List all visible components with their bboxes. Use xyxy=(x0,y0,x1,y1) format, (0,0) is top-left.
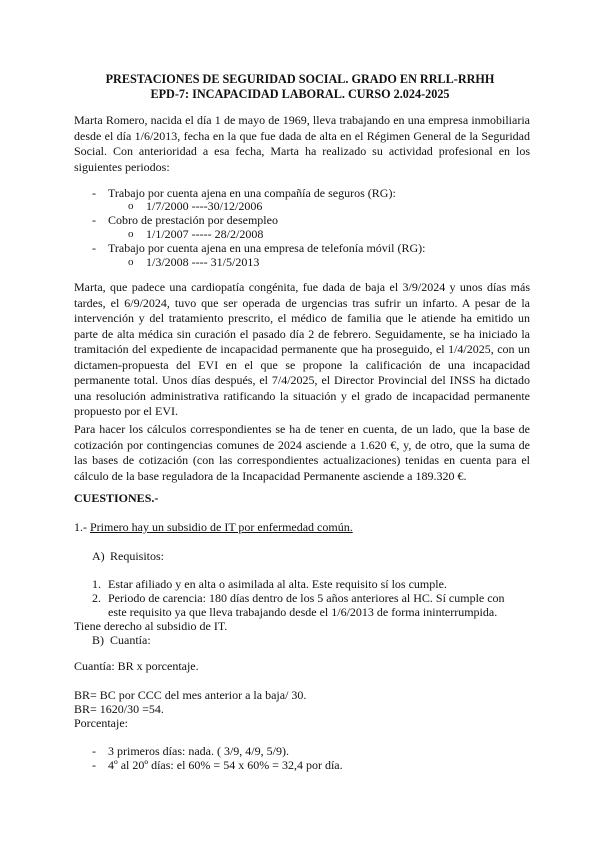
cuantia-formula: Cuantía: BR x porcentaje. xyxy=(74,659,199,673)
requirement-text: Estar afiliado y en alta o asimilada al alta. Este requisito sí los cumple. xyxy=(108,577,447,591)
section-b-text: Cuantía: xyxy=(110,633,151,647)
br-formula: BR= BC por CCC del mes anterior a la baja/ 30. xyxy=(74,688,307,702)
period-label: Trabajo por cuenta ajena en una empresa de telefonía móvil (RG): xyxy=(108,241,426,255)
question-text: Primero hay un subsidio de IT por enfermedad común. xyxy=(90,520,353,534)
requirement-number: 1. xyxy=(92,577,101,591)
requirement-text: Periodo de carencia: 180 días dentro de los 5 años anteriores al HC. Sí cumple con xyxy=(108,591,505,605)
list-bullet: - xyxy=(92,241,96,255)
requirement-text-cont: este requisito ya que lleva trabajando desde el 1/6/2013 de forma ininterrumpida. xyxy=(108,605,498,619)
story-paragraph: Marta, que padece una cardiopatía congénita, fue dada de baja el 3/9/2024 y unos días más tardes, el 6/9/2024, tuvo que ser operada de urgencias tras sufrir un infarto. A pesar de la intervención y del tratamiento prescrito, el médico de familia que le atiende ha emitido un parte de alta médica sin curación el pasado día 2 de febrero. Seguidamente, se ha iniciado la tramitación del expediente de incapacidad permanente que ha proseguido, el 1/4/2025, con un dictamen-propuesta del EVI en el que se propone la calificación de una incapacidad permanente total. Unos días después, el 7/4/2025, el Director Provincial del INSS ha dictado una resolución administrativa ratificando la situación y el grado de incapacidad permanente propuesto por el EVI. xyxy=(74,280,530,418)
period-date: 1/3/2008 ---- 31/5/2013 xyxy=(146,255,260,269)
percentage-item: 4º al 20º días: el 60% = 54 x 60% = 32,4 por día. xyxy=(108,758,343,772)
sub-bullet: o xyxy=(128,256,134,268)
calculation-paragraph: Para hacer los cálculos correspondientes se ha de tener en cuenta, de un lado, que la base de cotización por contingencias comunes de 2024 asciende a 1.620 €, y, de otro, que la suma de las bases de cotización (con las correspondientes actualizaciones) tenidas en cuenta para el cálculo de la base reguladora de la Incapacidad Permanente asciende a 189.320 €. xyxy=(74,422,530,483)
period-date: 1/1/2007 ----- 28/2/2008 xyxy=(146,227,264,241)
intro-paragraph: Marta Romero, nacida el día 1 de mayo de 1969, lleva trabajando en una empresa inmobiliaria desde el día 1/6/2013, fecha en la que fue dada de alta en el Régimen General de la Seguridad Social. Con anterioridad a esa fecha, Marta ha realizado su actividad profesional en los siguientes periodos: xyxy=(74,113,530,174)
document-title: PRESTACIONES DE SEGURIDAD SOCIAL. GRADO EN RRLL-RRHH xyxy=(105,72,495,86)
period-date: 1/7/2000 ----30/12/2006 xyxy=(146,199,263,213)
br-value: BR= 1620/30 =54. xyxy=(74,702,164,716)
questions-heading: CUESTIONES.- xyxy=(74,491,159,505)
section-a-label: A) xyxy=(92,549,105,563)
list-bullet: - xyxy=(92,186,96,200)
section-a-text: Requisitos: xyxy=(110,549,165,563)
question-number: 1.- xyxy=(74,520,87,534)
document-subtitle: EPD-7: INCAPACIDAD LABORAL. CURSO 2.024-2025 xyxy=(150,87,450,101)
sub-bullet: o xyxy=(128,200,134,212)
porcentaje-label: Porcentaje: xyxy=(74,716,128,730)
percentage-item: 3 primeros días: nada. ( 3/9, 4/9, 5/9). xyxy=(108,744,289,758)
right-statement: Tiene derecho al subsidio de IT. xyxy=(74,619,228,633)
period-label: Trabajo por cuenta ajena en una compañía de seguros (RG): xyxy=(108,186,396,200)
list-bullet: - xyxy=(92,213,96,227)
sub-bullet: o xyxy=(128,228,134,240)
requirement-number: 2. xyxy=(92,591,101,605)
period-label: Cobro de prestación por desempleo xyxy=(108,213,278,227)
list-bullet: - xyxy=(92,758,96,772)
list-bullet: - xyxy=(92,744,96,758)
section-b-label: B) xyxy=(92,633,104,647)
